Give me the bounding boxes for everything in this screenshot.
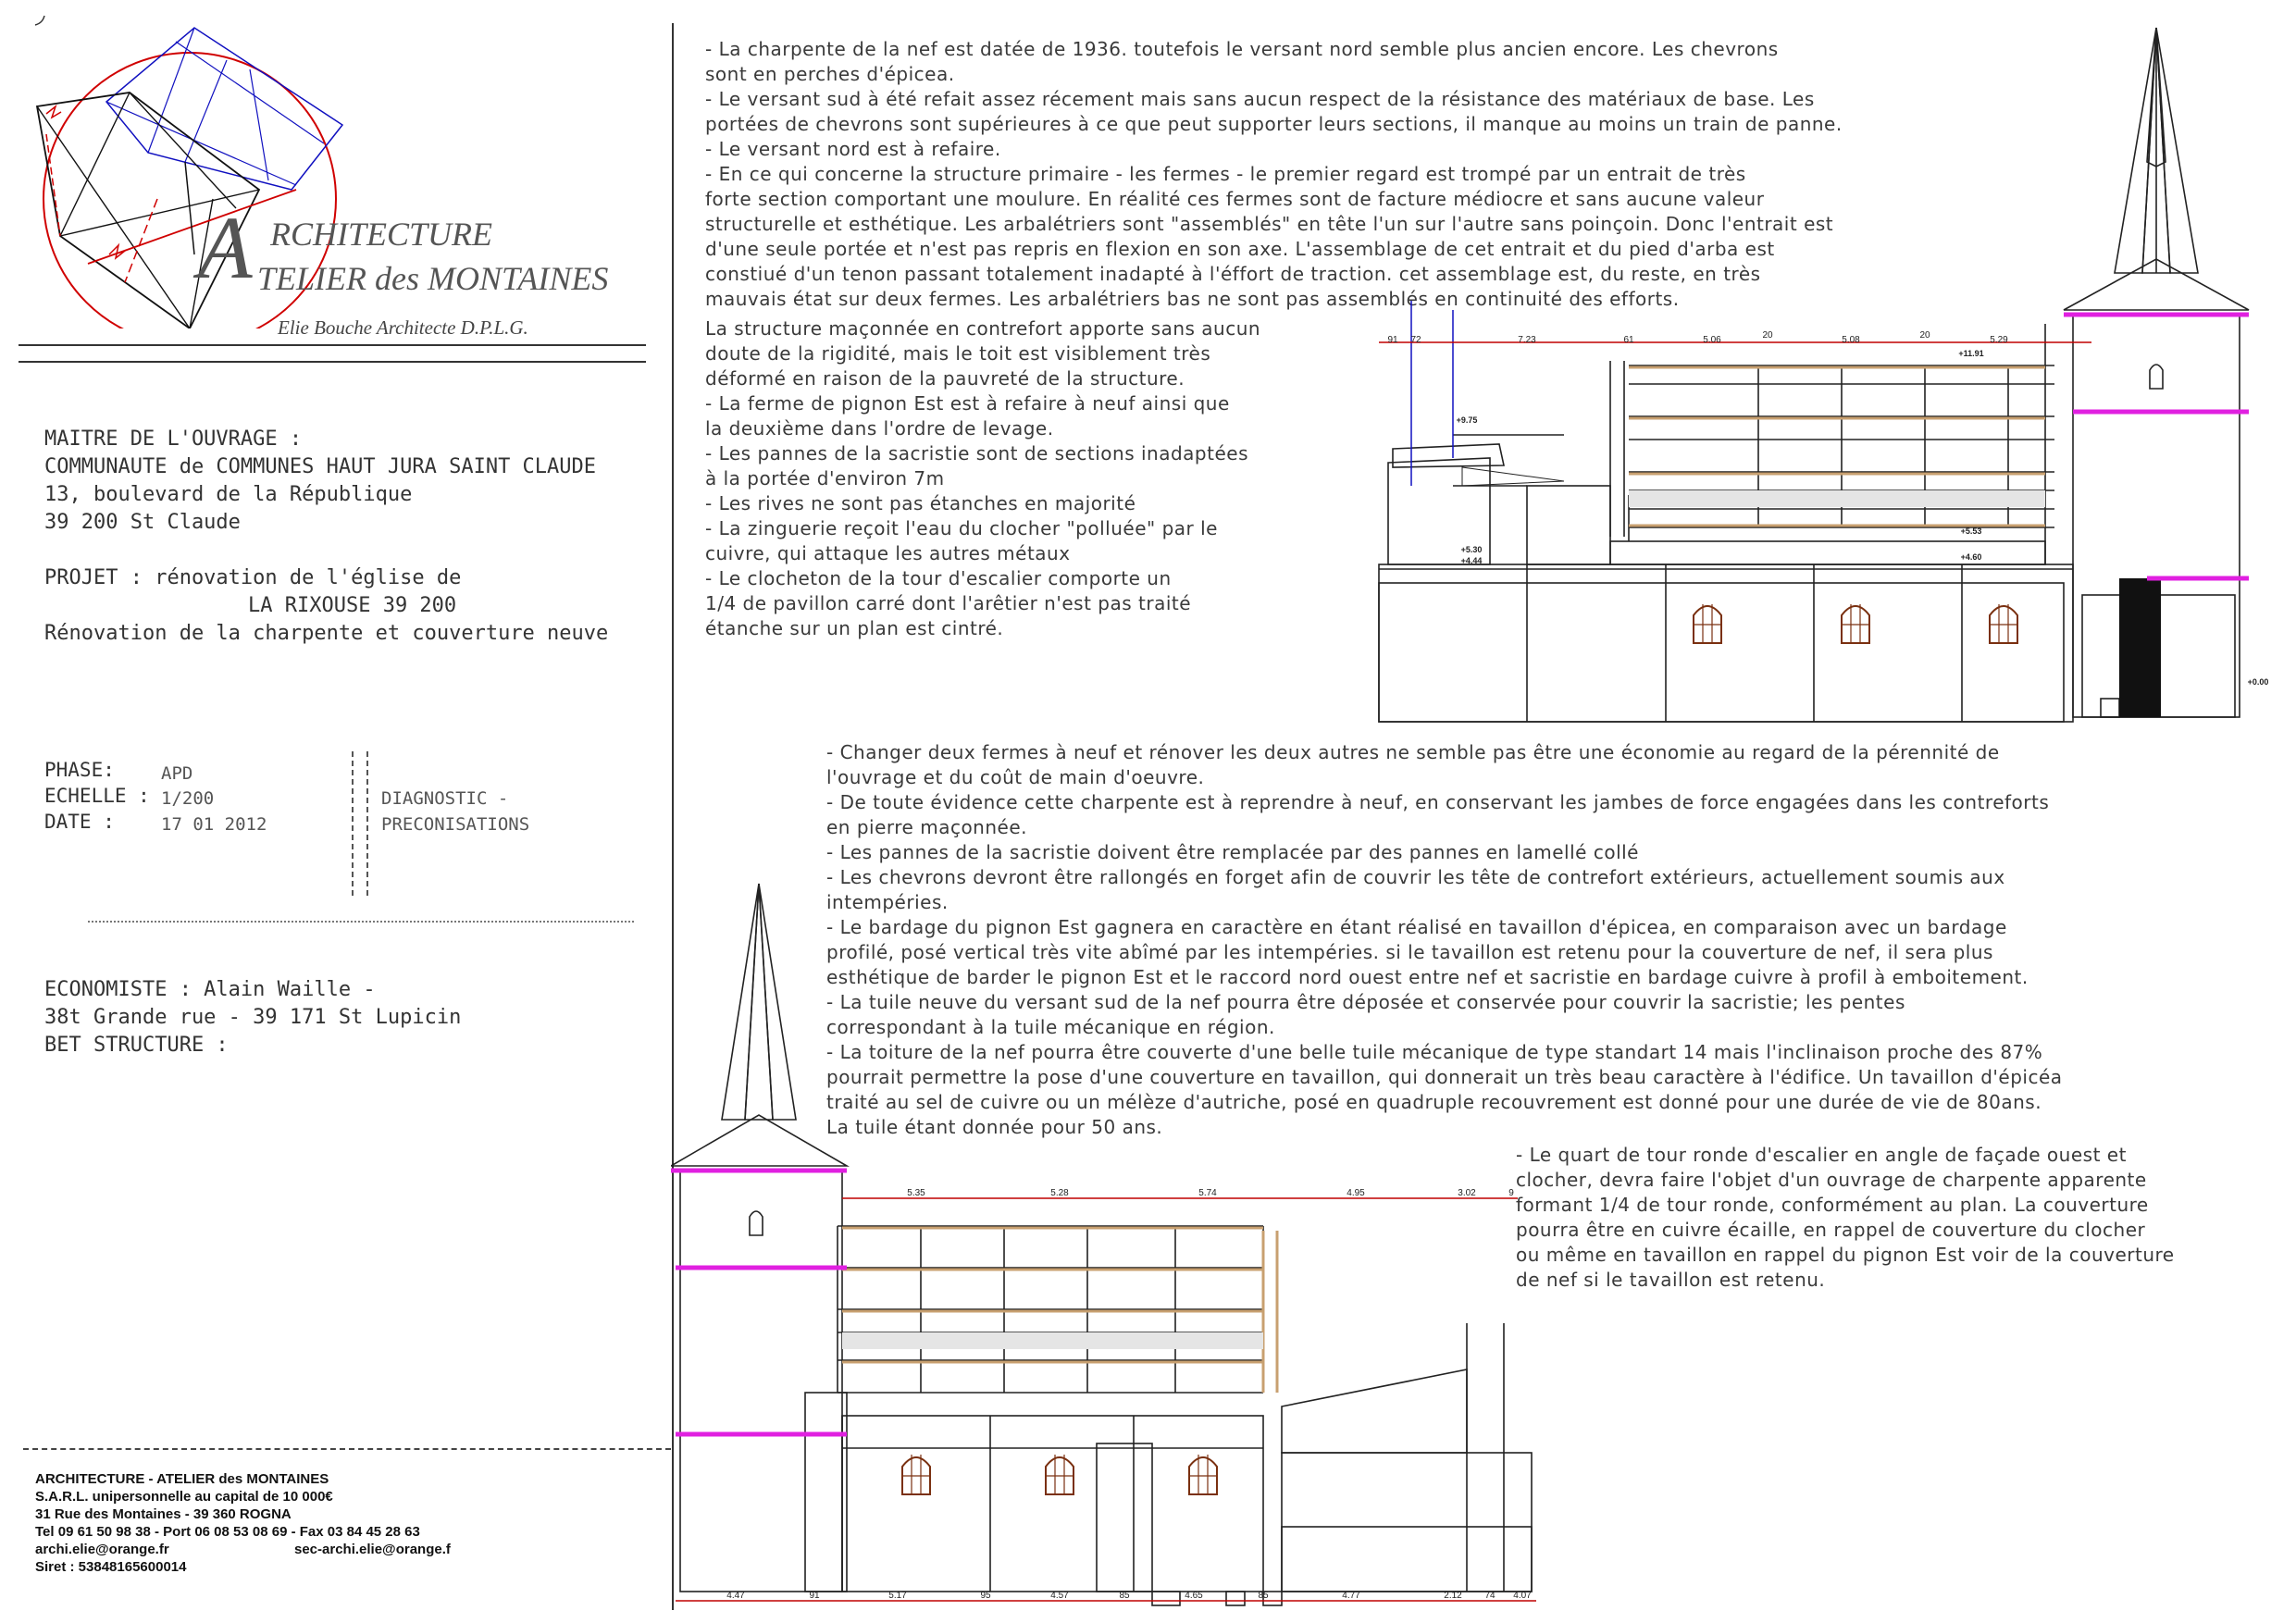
scale-label: ECHELLE : xyxy=(44,785,150,807)
firm-name-line1: RCHITECTURE xyxy=(270,216,493,253)
dim-label: 72 xyxy=(1410,335,1421,345)
economist-line-1: ECONOMISTE : Alain Waille - xyxy=(44,978,376,1001)
bet-structure: BET STRUCTURE : xyxy=(44,1034,229,1057)
footer-email-2: sec-archi.elie@orange.f xyxy=(294,1542,451,1557)
scale-value: 1/200 xyxy=(161,788,215,809)
project-label: PROJET : rénovation de l'église de xyxy=(44,566,462,589)
footer-firm: ARCHITECTURE - ATELIER des MONTAINES xyxy=(35,1471,329,1487)
elevation-north xyxy=(1360,23,2277,750)
text-line: correspondant à la tuile mécanique en région. xyxy=(826,1016,1275,1038)
dim-label: 5.35 xyxy=(907,1188,925,1198)
dotted-separator xyxy=(88,921,634,923)
date-value: 17 01 2012 xyxy=(161,814,267,835)
dim-label: 91 xyxy=(809,1591,820,1601)
footer-address: 31 Rue des Montaines - 39 360 ROGNA xyxy=(35,1506,292,1522)
text-line: pourra être en cuivre écaille, en rappel de couverture du clocher xyxy=(1516,1219,2146,1241)
text-line: traité au sel de cuivre ou un mélèze d'autriche, posé en quadruple recouvrement est donné pour une durée de vie de 80ans. xyxy=(826,1091,2042,1113)
phase-separator xyxy=(352,751,368,896)
text-line: étanche sur un plan est cintré. xyxy=(705,617,1004,639)
date-label: DATE : xyxy=(44,811,115,833)
text-line: - Les pannes de la sacristie doivent être remplacée par des pannes en lamellé collé xyxy=(826,841,1639,863)
text-line: esthétique de barder le pignon Est et le raccord nord ouest entre nef et sacristie en bardage cuivre à profil à emboitement. xyxy=(826,966,2029,988)
footer-siret: Siret : 53848165600014 xyxy=(35,1559,187,1575)
text-line: sont en perches d'épicea. xyxy=(705,63,955,85)
dim-label: 74 xyxy=(1484,1591,1496,1601)
text-line: structurelle et esthétique. Les arbalétriers sont "assemblés" en tête l'un sur l'autre sans poinçoin. Donc l'entrait est xyxy=(705,213,1834,235)
level-mark: +5.53 xyxy=(1960,527,1982,536)
dim-label: 61 xyxy=(1623,335,1634,345)
firm-big-letter: A xyxy=(198,198,253,297)
text-line: clocher, devra faire l'objet d'un ouvrage de charpente apparente xyxy=(1516,1169,2147,1191)
dim-label: 5.28 xyxy=(1050,1188,1069,1198)
text-line: forte section comportant une moulure. En réalité ces fermes sont de facture médiocre et sans aucune valeur xyxy=(705,188,1765,210)
dim-label: 9 xyxy=(1508,1188,1514,1198)
dim-label: 4.77 xyxy=(1342,1591,1360,1601)
phase-label: PHASE: xyxy=(44,759,115,781)
text-line: profilé, posé vertical très vite abîmé par les intempéries. si le tavaillon est retenu pour la couverture de nef, il sera plus xyxy=(826,941,1993,963)
text-line: - Le quart de tour ronde d'escalier en angle de façade ouest et xyxy=(1516,1144,2127,1166)
dim-label: 5.29 xyxy=(1990,335,2008,345)
text-line: - Le bardage du pignon Est gagnera en caractère en étant réalisé en tavaillon d'épicea, en comparaison avec un bardage xyxy=(826,916,2007,938)
text-line: - La charpente de la nef est datée de 1936. toutefois le versant nord semble plus ancien encore. Les chevrons xyxy=(705,38,1779,60)
text-line: - Les chevrons devront être rallongés en forget afin de couvrir les tête de contrefort extérieurs, actuellement soumis aux xyxy=(826,866,2005,888)
text-line: - Le clocheton de la tour d'escalier comporte un xyxy=(705,567,1172,589)
dim-label: 95 xyxy=(980,1591,991,1601)
text-line: - La tuile neuve du versant sud de la nef pourra être déposée et conservée pour couvrir la sacristie; les pentes xyxy=(826,991,1905,1013)
dim-label: 5.08 xyxy=(1842,335,1860,345)
dim-label: 4.95 xyxy=(1347,1188,1365,1198)
text-line: en pierre maçonnée. xyxy=(826,816,1027,838)
text-line: - Le versant nord est à refaire. xyxy=(705,138,1001,160)
dim-label: 3.02 xyxy=(1458,1188,1476,1198)
firm-name-line2: TELIER des MONTAINES xyxy=(257,260,609,297)
dim-label: 4.07 xyxy=(1513,1591,1532,1601)
text-line: - Les pannes de la sacristie sont de sections inadaptées xyxy=(705,442,1248,465)
text-line: - En ce qui concerne la structure primaire - les fermes - le premier regard est trompé par un entrait de très xyxy=(705,163,1746,185)
text-line: constiué d'un tenon passant totalement inadapté à l'éffort de traction. cet assemblage est, du reste, en très xyxy=(705,263,1761,285)
owner-address-1: 13, boulevard de la République xyxy=(44,483,413,506)
text-line: cuivre, qui attaque les autres métaux xyxy=(705,542,1071,564)
dim-label: 85 xyxy=(1119,1591,1130,1601)
dim-label: 5.06 xyxy=(1703,335,1721,345)
diagnosis-text-mid xyxy=(705,316,1260,641)
footer-email: archi.elie@orange.fr xyxy=(35,1542,169,1557)
level-mark: +4.60 xyxy=(1960,552,1982,562)
footer-phones: Tel 09 61 50 98 38 - Port 06 08 53 08 69 - Fax 03 84 45 28 63 xyxy=(35,1524,420,1540)
dim-label: 5.74 xyxy=(1198,1188,1217,1198)
owner-name: COMMUNAUTE de COMMUNES HAUT JURA SAINT CLAUDE xyxy=(44,455,597,478)
text-line: l'ouvrage et du coût de main d'oeuvre. xyxy=(826,766,1205,788)
text-line: - Le versant sud à été refait assez récement mais sans aucun respect de la résistance des matériaux de base. Les xyxy=(705,88,1815,110)
dim-label: 4.57 xyxy=(1050,1591,1069,1601)
owner-label: MAITRE DE L'OUVRAGE : xyxy=(44,427,303,451)
footer-separator xyxy=(23,1448,671,1450)
title-divider-2 xyxy=(19,361,646,363)
text-line: 1/4 de pavillon carré dont l'arêtier n'est pas traité xyxy=(705,592,1192,614)
elevation-south xyxy=(671,879,1559,1610)
text-line: formant 1/4 de tour ronde, conformément au plan. La couverture xyxy=(1516,1194,2149,1216)
text-line: déformé en raison de la pauvreté de la structure. xyxy=(705,367,1185,390)
text-line: - Changer deux fermes à neuf et rénover les deux autres ne semble pas être une économie au regard de la pérennité de xyxy=(826,741,2000,763)
dim-label: 5.17 xyxy=(888,1591,907,1601)
tower-text xyxy=(1516,1143,2175,1293)
dim-label: 91 xyxy=(1387,335,1398,345)
text-line: mauvais état sur deux fermes. Les arbalétriers bas ne sont pas assemblés en continuité des efforts. xyxy=(705,288,1680,310)
text-line: - De toute évidence cette charpente est à reprendre à neuf, en conservant les jambes de force engagées dans les contreforts xyxy=(826,791,2050,813)
level-mark: +11.91 xyxy=(1958,349,1984,358)
text-line: - La ferme de pignon Est est à refaire à neuf ainsi que xyxy=(705,392,1230,415)
project-description: Rénovation de la charpente et couverture neuve xyxy=(44,622,609,645)
text-line: de nef si le tavaillon est retenu. xyxy=(1516,1269,1826,1291)
text-line: - La toiture de la nef pourra être couverte d'une belle tuile mécanique de type standart 14 mais l'inclinaison proche des 87% xyxy=(826,1041,2043,1063)
preconisations-label: PRECONISATIONS xyxy=(381,814,530,835)
project-place: LA RIXOUSE 39 200 xyxy=(248,594,457,617)
level-mark: +5.30 xyxy=(1460,545,1483,554)
text-line: La tuile étant donnée pour 50 ans. xyxy=(826,1116,1163,1138)
dim-label: 7.23 xyxy=(1518,335,1536,345)
dim-label: 2.12 xyxy=(1444,1591,1462,1601)
text-line: - La zinguerie reçoit l'eau du clocher "polluée" par le xyxy=(705,517,1218,539)
footer-company: S.A.R.L. unipersonnelle au capital de 10 000€ xyxy=(35,1489,333,1505)
title-divider-1 xyxy=(19,344,646,346)
phase-value: APD xyxy=(161,763,193,784)
architect-name: Elie Bouche Architecte D.P.L.G. xyxy=(278,316,528,339)
level-mark: +0.00 xyxy=(2247,677,2269,687)
text-line: à la portée d'environ 7m xyxy=(705,467,945,489)
text-line: intempéries. xyxy=(826,891,949,913)
owner-address-2: 39 200 St Claude xyxy=(44,511,241,534)
text-line: - Les rives ne sont pas étanches en majorité xyxy=(705,492,1136,514)
text-line: pourrait permettre la pose d'une couverture en tavaillon, qui donnerait un très beau caractère à l'édifice. Un tavaillon d'épicéa xyxy=(826,1066,2063,1088)
level-mark: +9.75 xyxy=(1456,415,1478,425)
diagnostic-label: DIAGNOSTIC - xyxy=(381,788,509,809)
dim-label: 20 xyxy=(1919,330,1930,341)
text-line: ou même en tavaillon en rappel du pignon Est voir de la couverture xyxy=(1516,1244,2175,1266)
text-line: portées de chevrons sont supérieures à ce que peut supporter leurs sections, il manque au moins un train de panne. xyxy=(705,113,1843,135)
text-line: La structure maçonnée en contrefort apporte sans aucun xyxy=(705,317,1261,340)
dim-label: 85 xyxy=(1258,1591,1269,1601)
dim-label: 4.47 xyxy=(726,1591,745,1601)
dim-label: 4.65 xyxy=(1185,1591,1203,1601)
text-line: la deuxième dans l'ordre de levage. xyxy=(705,417,1054,440)
dim-label: 20 xyxy=(1762,330,1773,341)
text-line: doute de la rigidité, mais le toit est visiblement très xyxy=(705,342,1211,365)
economist-line-2: 38t Grande rue - 39 171 St Lupicin xyxy=(44,1006,462,1029)
level-mark: +4.44 xyxy=(1460,556,1483,565)
text-line: d'une seule portée et n'est pas repris en flexion en son axe. L'assemblage de cet entrait et du pied d'arba est xyxy=(705,238,1775,260)
